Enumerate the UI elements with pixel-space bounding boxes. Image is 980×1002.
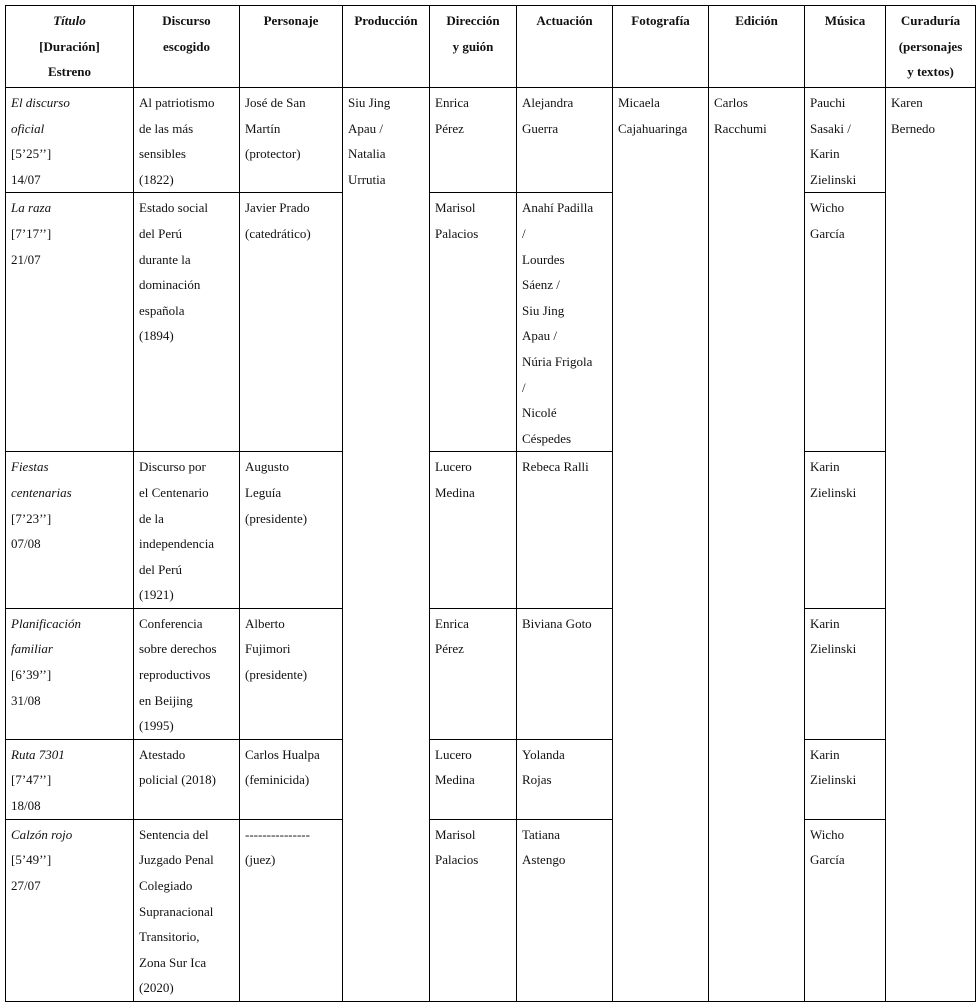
cell-line: (presidente)	[245, 667, 308, 683]
cell-line: [7’17’’]	[11, 225, 52, 241]
cell-line: dominación	[139, 277, 201, 293]
table-row	[6, 739, 976, 819]
cell-musica	[805, 608, 886, 739]
cell-line: Natalia	[348, 146, 386, 162]
cell-line: Karin	[810, 146, 840, 162]
cell-line: [7’47’’]	[11, 772, 52, 788]
header-direccion-line: y guión	[452, 38, 494, 54]
cell-musica	[805, 193, 886, 452]
cell-line: Karin	[810, 615, 840, 631]
cell-line: José de San	[245, 95, 306, 110]
table-row	[6, 819, 976, 1001]
cell-discurso	[134, 739, 240, 819]
cell-line: Pauchi	[810, 95, 846, 110]
cell-line: Conferencia	[139, 615, 203, 631]
cell-line: del Perú	[139, 225, 182, 241]
cell-line: Lourdes	[522, 251, 565, 267]
cell-line: independencia	[139, 536, 215, 552]
cell-produccion	[343, 88, 430, 1002]
cell-line: El discurso	[11, 95, 70, 110]
cell-direccion	[430, 739, 517, 819]
header-personaje	[240, 6, 343, 88]
cell-line: ---------------	[245, 826, 310, 842]
credits-table	[5, 5, 976, 1002]
header-direccion	[430, 6, 517, 88]
cell-line: familiar	[11, 641, 53, 657]
header-actuacion-line: Actuación	[536, 13, 593, 28]
header-musica-line: Música	[824, 13, 866, 28]
cell-line: García	[810, 852, 845, 868]
cell-line: 14/07	[11, 171, 41, 187]
cell-line: Zielinski	[810, 484, 857, 500]
cell-line: reproductivos	[139, 667, 211, 683]
cell-line: (1921)	[139, 587, 174, 603]
cell-musica	[805, 819, 886, 1001]
cell-line: Enrica	[435, 95, 469, 110]
cell-line: Fujimori	[245, 641, 291, 657]
cell-actuacion	[517, 608, 613, 739]
cell-line: [5’49’’]	[11, 852, 52, 868]
cell-line: Zielinski	[810, 772, 857, 788]
cell-direccion	[430, 608, 517, 739]
cell-line: Cajahuaringa	[618, 120, 688, 136]
cell-line: Nicolé	[522, 405, 557, 421]
header-produccion	[343, 6, 430, 88]
cell-line: Discurso por	[139, 459, 206, 475]
cell-titulo	[6, 88, 134, 193]
cell-line: Biviana Goto	[522, 615, 592, 631]
cell-line: Wicho	[810, 826, 845, 842]
cell-line: Alberto	[245, 615, 285, 631]
cell-line: el Centenario	[139, 484, 209, 500]
cell-line: Enrica	[435, 615, 469, 631]
cell-line: 21/07	[11, 251, 41, 267]
cell-line: sensibles	[139, 146, 186, 162]
cell-line: Javier Prado	[245, 200, 310, 216]
cell-line: Núria Frigola	[522, 353, 593, 369]
header-discurso-line: escogido	[163, 38, 210, 54]
header-row	[6, 6, 976, 88]
cell-line: del Perú	[139, 561, 182, 577]
cell-line: durante la	[139, 251, 191, 267]
cell-direccion	[430, 88, 517, 193]
table-row	[6, 193, 976, 452]
cell-discurso	[134, 193, 240, 452]
cell-line: Leguía	[245, 484, 282, 500]
cell-line: centenarias	[11, 484, 72, 500]
cell-direccion	[430, 193, 517, 452]
cell-line: Medina	[435, 484, 475, 500]
cell-line: Wicho	[810, 200, 845, 216]
cell-line: Urrutia	[348, 171, 386, 187]
cell-line: Supranacional	[139, 903, 214, 919]
cell-line: 31/08	[11, 692, 41, 708]
cell-line: Medina	[435, 772, 475, 788]
cell-musica	[805, 88, 886, 193]
cell-line: Micaela	[618, 95, 660, 110]
cell-line: Karin	[810, 459, 840, 475]
cell-actuacion	[517, 819, 613, 1001]
cell-discurso	[134, 88, 240, 193]
cell-line: García	[810, 225, 845, 241]
cell-line: Sáenz /	[522, 277, 560, 293]
cell-line: (protector)	[245, 146, 301, 162]
cell-line: (presidente)	[245, 510, 308, 526]
cell-line: Zielinski	[810, 171, 857, 187]
cell-line: Céspedes	[522, 430, 572, 446]
cell-actuacion	[517, 739, 613, 819]
header-curaduria-line: Curaduría	[900, 13, 961, 28]
header-direccion-line: Dirección	[446, 13, 500, 28]
cell-curaduria	[886, 88, 976, 1002]
cell-personaje	[240, 608, 343, 739]
cell-line: Rojas	[522, 772, 552, 788]
cell-line: Pérez	[435, 641, 464, 657]
cell-line: La raza	[11, 200, 52, 216]
cell-line: Zielinski	[810, 641, 857, 657]
cell-personaje	[240, 452, 343, 609]
cell-line: Zona Sur Ica	[139, 954, 207, 970]
header-fotografia-line: Fotografía	[631, 13, 690, 28]
cell-line: Transitorio,	[139, 929, 200, 945]
cell-line: Apau /	[522, 328, 558, 344]
cell-titulo	[6, 819, 134, 1001]
cell-line: española	[139, 302, 185, 318]
cell-line: Siu Jing	[348, 95, 391, 110]
cell-line: Carlos	[714, 95, 748, 110]
cell-personaje	[240, 193, 343, 452]
header-produccion-line: Producción	[354, 13, 418, 28]
cell-line: Karin	[810, 746, 840, 762]
header-actuacion	[517, 6, 613, 88]
cell-edicion	[709, 88, 805, 1002]
cell-line: Rebeca Ralli	[522, 459, 589, 475]
cell-line: 27/07	[11, 878, 41, 894]
cell-line: [7’23’’]	[11, 510, 52, 526]
cell-personaje	[240, 739, 343, 819]
header-edicion-line: Edición	[735, 13, 778, 28]
cell-line: [6’39’’]	[11, 667, 52, 683]
cell-line: Fiestas	[11, 459, 49, 475]
cell-line: Lucero	[435, 746, 472, 762]
header-curaduria-line: y textos)	[907, 64, 954, 80]
cell-musica	[805, 452, 886, 609]
cell-personaje	[240, 819, 343, 1001]
cell-line: Al patriotismo	[139, 95, 215, 110]
cell-line: Tatiana	[522, 826, 561, 842]
cell-line: Alejandra	[522, 95, 574, 110]
cell-line: Pérez	[435, 120, 464, 136]
cell-titulo	[6, 193, 134, 452]
cell-discurso	[134, 819, 240, 1001]
cell-line: sobre derechos	[139, 641, 217, 657]
cell-line: Marisol	[435, 826, 476, 842]
cell-titulo	[6, 452, 134, 609]
cell-line: Lucero	[435, 459, 472, 475]
cell-line: en Beijing	[139, 692, 193, 708]
cell-line: de las más	[139, 120, 194, 136]
cell-line: (feminicida)	[245, 772, 310, 788]
cell-line: (juez)	[245, 852, 276, 868]
cell-direccion	[430, 819, 517, 1001]
cell-line: Marisol	[435, 200, 476, 216]
header-personaje-line: Personaje	[263, 13, 319, 28]
cell-line: (1995)	[139, 718, 174, 734]
cell-line: Atestado	[139, 746, 186, 762]
header-titulo	[6, 6, 134, 88]
cell-line: /	[522, 225, 526, 241]
table-row	[6, 608, 976, 739]
cell-line: Carlos Hualpa	[245, 746, 320, 762]
header-titulo-line: Título	[53, 13, 86, 28]
cell-line: Yolanda	[522, 746, 565, 762]
cell-line: Guerra	[522, 120, 559, 136]
cell-line: (1822)	[139, 171, 174, 187]
header-discurso	[134, 6, 240, 88]
cell-line: Anahí Padilla	[522, 200, 594, 216]
cell-titulo	[6, 608, 134, 739]
cell-line: Apau /	[348, 120, 384, 136]
cell-titulo	[6, 739, 134, 819]
header-curaduria	[886, 6, 976, 88]
cell-line: Astengo	[522, 852, 566, 868]
cell-discurso	[134, 452, 240, 609]
table-row	[6, 88, 976, 193]
header-curaduria-line: (personajes	[898, 38, 963, 54]
cell-line: (1894)	[139, 328, 174, 344]
cell-direccion	[430, 452, 517, 609]
cell-line: Bernedo	[891, 120, 936, 136]
cell-line: Calzón rojo	[11, 826, 73, 842]
header-edicion	[709, 6, 805, 88]
cell-line: Palacios	[435, 225, 479, 241]
cell-line: Estado social	[139, 200, 208, 216]
cell-discurso	[134, 608, 240, 739]
cell-line: (catedrático)	[245, 225, 311, 241]
cell-musica	[805, 739, 886, 819]
cell-line: Sentencia del	[139, 826, 209, 842]
header-musica	[805, 6, 886, 88]
cell-line: Sasaki /	[810, 120, 851, 136]
cell-line: Karen	[891, 95, 923, 110]
cell-actuacion	[517, 193, 613, 452]
table-row	[6, 452, 976, 609]
cell-line: de la	[139, 510, 164, 526]
cell-line: Racchumi	[714, 120, 767, 136]
header-fotografia	[613, 6, 709, 88]
cell-line: 07/08	[11, 536, 41, 552]
cell-line: Colegiado	[139, 878, 193, 894]
cell-line: Juzgado Penal	[139, 852, 214, 868]
cell-line: Siu Jing	[522, 302, 565, 318]
cell-actuacion	[517, 88, 613, 193]
cell-personaje	[240, 88, 343, 193]
header-discurso-line: Discurso	[162, 13, 211, 28]
cell-line: Augusto	[245, 459, 290, 475]
cell-line: Palacios	[435, 852, 479, 868]
cell-line: [5’25’’]	[11, 146, 52, 162]
cell-line: oficial	[11, 120, 45, 136]
cell-line: policial (2018)	[139, 772, 216, 788]
cell-line: Planificación	[11, 615, 82, 631]
header-titulo-line: Estreno	[47, 64, 92, 80]
cell-line: Ruta 7301	[11, 746, 65, 762]
cell-line: (2020)	[139, 980, 174, 996]
cell-line: /	[522, 379, 526, 395]
header-titulo-line: [Duración]	[39, 38, 100, 54]
cell-line: 18/08	[11, 798, 41, 814]
cell-line: Martín	[245, 120, 281, 136]
cell-actuacion	[517, 452, 613, 609]
cell-fotografia	[613, 88, 709, 1002]
